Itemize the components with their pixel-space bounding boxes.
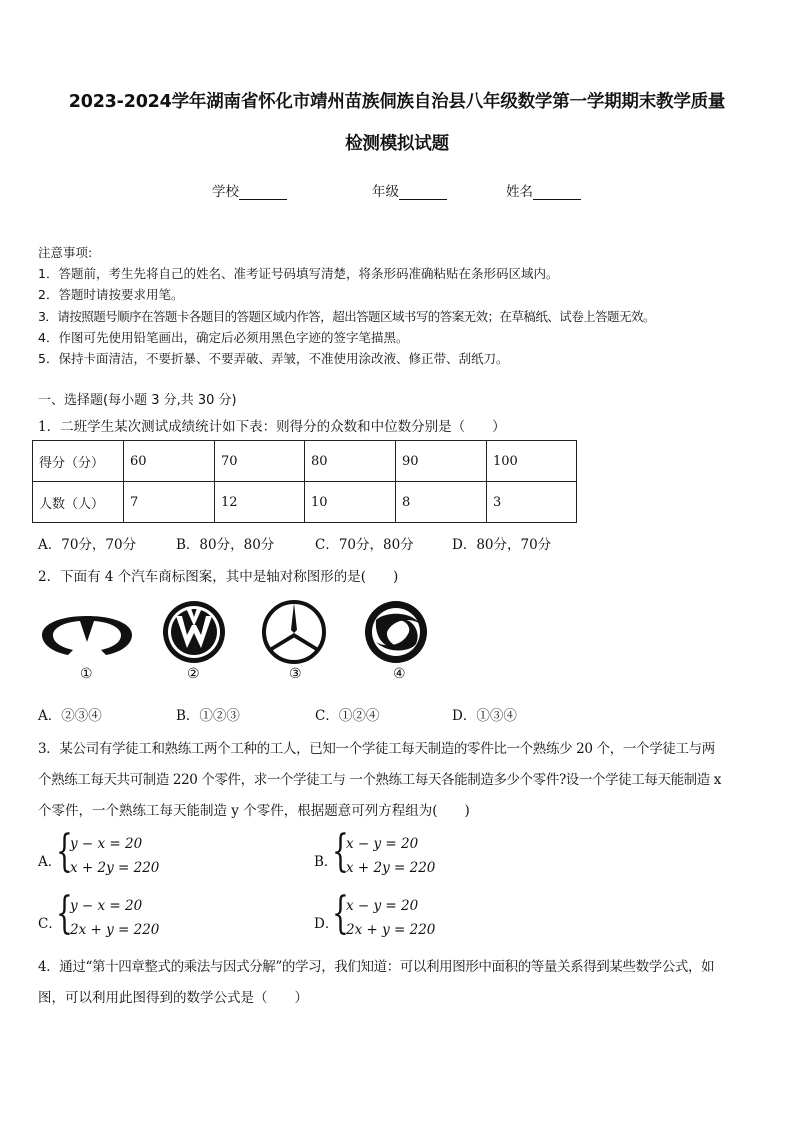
table-cell: 3 (487, 482, 577, 523)
table-row (33, 482, 577, 523)
table-cell: 100 (487, 441, 577, 482)
option-a[interactable]: A．70分，70分 (38, 537, 137, 553)
logo-number: ③ (289, 666, 302, 682)
logo-number: ④ (393, 666, 406, 682)
option-c[interactable]: C．70分，80分 (315, 537, 414, 553)
name-blank[interactable] (533, 186, 581, 200)
option-label: A． (38, 854, 62, 870)
question-3-line: 3．某公司有学徒工和熟练工两个工种的工人，已知一个学徒工每天制造的零件比一个熟练少 20 个，一个学徒工与两 (38, 741, 715, 757)
table-cell: 人数（人） (33, 482, 124, 523)
equation: x − y = 20 (346, 898, 419, 914)
option-label: D． (314, 916, 339, 932)
note-item: 4．作图可先使用铅笔画出，确定后必须用黑色字迹的签字笔描黑。 (38, 329, 409, 345)
page-title: 2023-2024学年湖南省怀化市靖州苗族侗族自治县八年级数学第一学期期末教学质量 (68, 92, 726, 112)
question-2-stem: 2．下面有 4 个汽车商标图案，其中是轴对称图形的是( ) (38, 569, 399, 585)
chinese-brand-logo-icon (362, 600, 430, 664)
grade-field (372, 180, 447, 200)
note-item: 1．答题前，考生先将自己的姓名、准考证号码填写清楚，将条形码准确粘贴在条形码区域内。 (38, 266, 559, 282)
logo-number: ① (80, 666, 93, 682)
brace-icon: { (56, 888, 73, 939)
note-item: 2．答题时请按要求用笔。 (38, 287, 184, 303)
question-1-stem: 1．二班学生某次测试成绩统计如下表：则得分的众数和中位数分别是（ ） (38, 419, 506, 435)
equation: x + 2y = 220 (346, 860, 436, 876)
equation: 2x + y = 220 (346, 922, 436, 938)
option-label: C． (38, 916, 62, 932)
school-field (212, 180, 287, 200)
table-cell: 8 (396, 482, 487, 523)
question-3-line: 个熟练工每天共可制造 220 个零件，求一个学徒工与 一个熟练工每天各能制造多少个零件?设一个学徒工每天能制造 x (38, 772, 721, 788)
table-cell: 90 (396, 441, 487, 482)
note-item: 5．保持卡面清洁，不要折暴、不要弄破、弄皱，不准使用涂改液、修正带、刮纸刀。 (38, 351, 509, 367)
name-field (506, 180, 581, 200)
table-cell: 得分（分） (33, 441, 124, 482)
name-label: 姓名 (506, 184, 533, 200)
brace-icon: { (332, 888, 349, 939)
brace-icon: { (56, 826, 73, 877)
school-blank[interactable] (239, 186, 287, 200)
table-row (33, 441, 577, 482)
volkswagen-logo-icon (160, 600, 228, 664)
grade-label: 年级 (372, 184, 399, 200)
question-3-line: 个零件，一个熟练工每天能制造 y 个零件，根据题意可列方程组为( ) (38, 803, 470, 819)
option-label: B． (314, 854, 338, 870)
notes-heading: 注意事项: (38, 245, 93, 260)
option-d[interactable]: D．80分，70分 (452, 537, 552, 553)
table-cell: 70 (215, 441, 305, 482)
infiniti-logo-icon (40, 612, 134, 658)
table-cell: 7 (124, 482, 215, 523)
question-3-text (38, 734, 756, 827)
equation: x + 2y = 220 (70, 860, 160, 876)
question-4-line: 图，可以利用此图得到的数学公式是（ ） (38, 990, 308, 1006)
equation: x − y = 20 (346, 836, 419, 852)
equation: y − x = 20 (70, 836, 143, 852)
section-heading: 一、选择题(每小题 3 分,共 30 分) (38, 393, 237, 408)
logo-number: ② (187, 666, 200, 682)
school-label: 学校 (212, 184, 239, 200)
table-cell: 12 (215, 482, 305, 523)
table-cell: 10 (305, 482, 396, 523)
option-d[interactable]: D．①③④ (452, 708, 517, 724)
page-title-line2: 检测模拟试题 (345, 134, 449, 154)
equation: 2x + y = 220 (70, 922, 160, 938)
equation: y − x = 20 (70, 898, 143, 914)
notes-section (38, 242, 768, 369)
option-a[interactable]: A．②③④ (38, 708, 102, 724)
grade-blank[interactable] (399, 186, 447, 200)
table-cell: 80 (305, 441, 396, 482)
option-b[interactable]: B．80分，80分 (176, 537, 275, 553)
mercedes-logo-icon (260, 600, 328, 664)
question-4-line: 4．通过“第十四章整式的乘法与因式分解”的学习，我们知道：可以利用图形中面积的等量关系得到某些数学公式，如 (38, 959, 715, 975)
option-b[interactable]: B．①②③ (176, 708, 240, 724)
table-cell: 60 (124, 441, 215, 482)
brace-icon: { (332, 826, 349, 877)
note-item: 3．请按照题号顺序在答题卡各题目的答题区域内作答，超出答题区域书写的答案无效；在草稿纸、试卷上答题无效。 (38, 308, 655, 324)
option-c[interactable]: C．①②④ (315, 708, 380, 724)
score-table (32, 440, 577, 523)
question-4-text (38, 952, 756, 1014)
